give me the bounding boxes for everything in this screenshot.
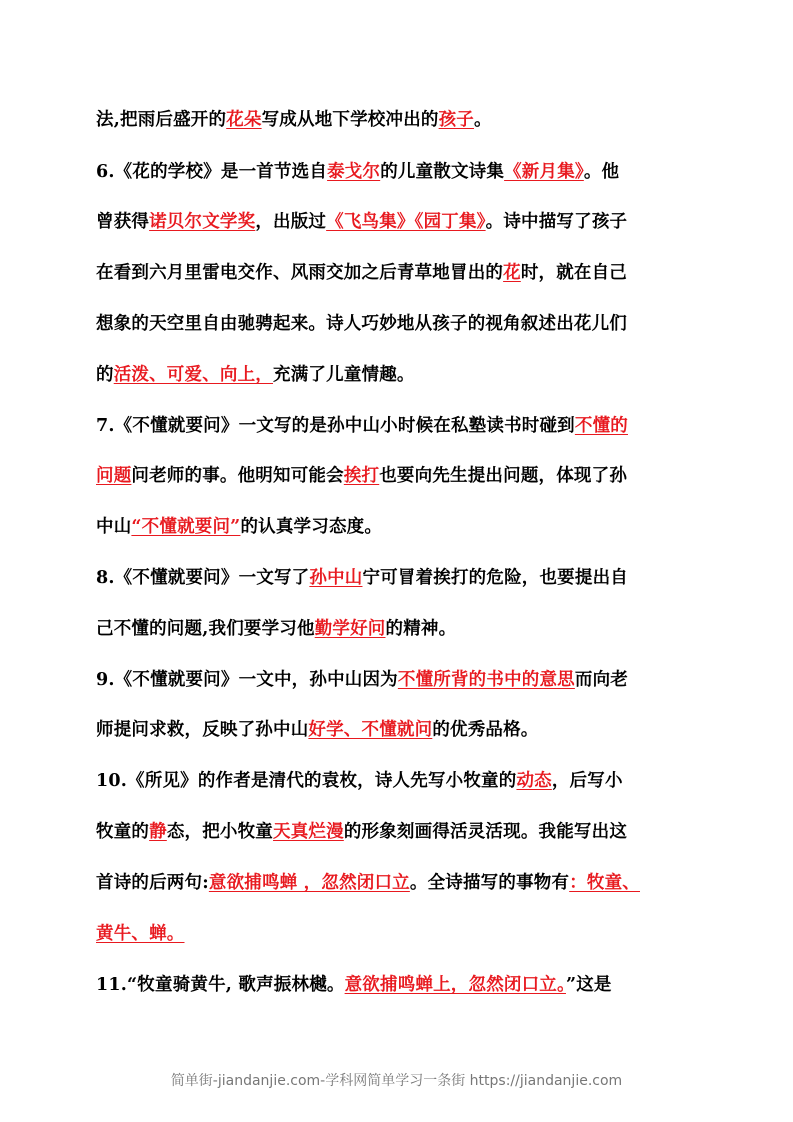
paragraph-line [96, 363, 700, 387]
body-text: 想象的天空里自由驰骋起来。诗人巧妙地从孩子的视角叙述出花儿们 [96, 314, 627, 334]
body-text: 的精神。 [385, 619, 457, 639]
answer-text: 静 [149, 822, 167, 842]
answer-text: 泰戈尔 [327, 162, 381, 182]
paragraph-line [96, 668, 700, 692]
answer-text: 花朵 [226, 110, 262, 130]
paragraph-line [96, 973, 700, 997]
body-text: 宁可冒着挨打的危险，也要提出自 [362, 568, 628, 588]
paragraph-line [96, 617, 700, 641]
body-text: 的认真学习态度。 [240, 517, 383, 537]
paragraph-line [96, 922, 700, 946]
body-text: 问老师的事。他明知可能会 [131, 466, 344, 486]
body-text: 11.“牧童骑黄牛, 歌声振林樾。 [96, 975, 345, 995]
body-text: 。诗中描写了孩子 [485, 212, 628, 232]
body-text: 的儿童散文诗集 [380, 162, 505, 182]
body-text: 充满了儿童情趣。 [273, 365, 415, 385]
answer-text: 孩子 [438, 110, 475, 130]
body-text: 写成从地下学校冲出的 [261, 110, 439, 130]
answer-text: 问题 [96, 466, 132, 486]
body-text: 时，就在自己 [520, 263, 628, 283]
paragraph-line [96, 261, 700, 285]
body-text: 态，把小牧童 [166, 822, 274, 842]
body-text: 。全诗描写的事物有 [409, 873, 570, 893]
answer-text: 动态 [516, 771, 552, 791]
page-footer: 简单街-jiandanjie.com-学科网简单学习一条街 https://jiandanjie.com [170, 1073, 623, 1089]
paragraph-line [96, 820, 700, 844]
paragraph-line [96, 718, 700, 742]
answer-text: 黄牛、蝉。 [96, 924, 185, 944]
paragraph-line [96, 160, 700, 184]
body-text: 牧童的 [96, 822, 150, 842]
body-text: 的 [96, 365, 114, 385]
answer-text: 活泼、可爱、向上， [113, 365, 274, 385]
body-text: 在看到六月里雷电交作、风雨交加之后青草地冒出的 [96, 263, 504, 283]
body-text: 己不懂的问题,我们要学习他 [96, 619, 315, 639]
paragraph-line [96, 108, 700, 132]
answer-text: 孙中山 [309, 568, 363, 588]
answer-text: “不懂就要问” [131, 517, 241, 537]
body-text: 法,把雨后盛开的 [96, 110, 227, 130]
answer-text: 诺贝尔文学奖 [149, 212, 256, 232]
paragraph-line [96, 871, 700, 895]
body-text: 7.《不懂就要问》一文写的是孙中山小时候在私塾读书时碰到 [96, 416, 575, 436]
paragraph-line [96, 414, 700, 438]
body-text: 中山 [96, 517, 132, 537]
body-text: 首诗的后两句: [96, 873, 209, 893]
answer-text: 意欲捕鸣蝉上，忽然闭口立。 [344, 975, 566, 995]
answer-text: 不懂所背的书中的意思 [397, 670, 575, 690]
answer-text: 花 [503, 263, 521, 283]
answer-text: 《飞鸟集》《园丁集》 [326, 212, 486, 232]
body-text: 8.《不懂就要问》一文写了 [96, 568, 310, 588]
body-text: 。他 [583, 162, 620, 182]
answer-text: 天真烂漫 [273, 822, 344, 842]
answer-text: 不懂的 [574, 416, 628, 436]
answer-text: 挨打 [343, 466, 380, 486]
body-text: 10.《所见》的作者是清代的袁枚，诗人先写小牧童的 [96, 771, 517, 791]
body-text: 6.《花的学校》是一首节选自 [96, 162, 328, 182]
body-text: 的优秀品格。 [432, 720, 539, 740]
body-text: 曾获得 [96, 212, 150, 232]
answer-text: 《新月集》 [504, 162, 584, 182]
answer-text: ：牧童、 [569, 873, 640, 893]
paragraph-line [96, 515, 700, 539]
body-text: 的形象刻画得活灵活现。我能写出这 [343, 822, 628, 842]
body-text: 而向老 [574, 670, 628, 690]
answer-text: 勤学好问 [314, 619, 386, 639]
body-text: ，后写小 [551, 771, 623, 791]
body-text: ，出版过 [255, 212, 327, 232]
body-text: ”这是 [565, 975, 612, 995]
paragraph-line [96, 464, 700, 488]
answer-text: 好学、不懂就问 [308, 720, 433, 740]
answer-text: 意欲捕鸣蝉 ，忽然闭口立 [208, 873, 410, 893]
paragraph-line [96, 210, 700, 234]
body-text: 师提问求救，反映了孙中山 [96, 720, 309, 740]
paragraph-line [96, 566, 700, 590]
body-text: 。 [474, 110, 492, 130]
body-text: 9.《不懂就要问》一文中，孙中山因为 [96, 670, 398, 690]
paragraph-line [96, 312, 700, 336]
paragraph-line [96, 769, 700, 793]
body-text: 也要向先生提出问题，体现了孙 [379, 466, 628, 486]
